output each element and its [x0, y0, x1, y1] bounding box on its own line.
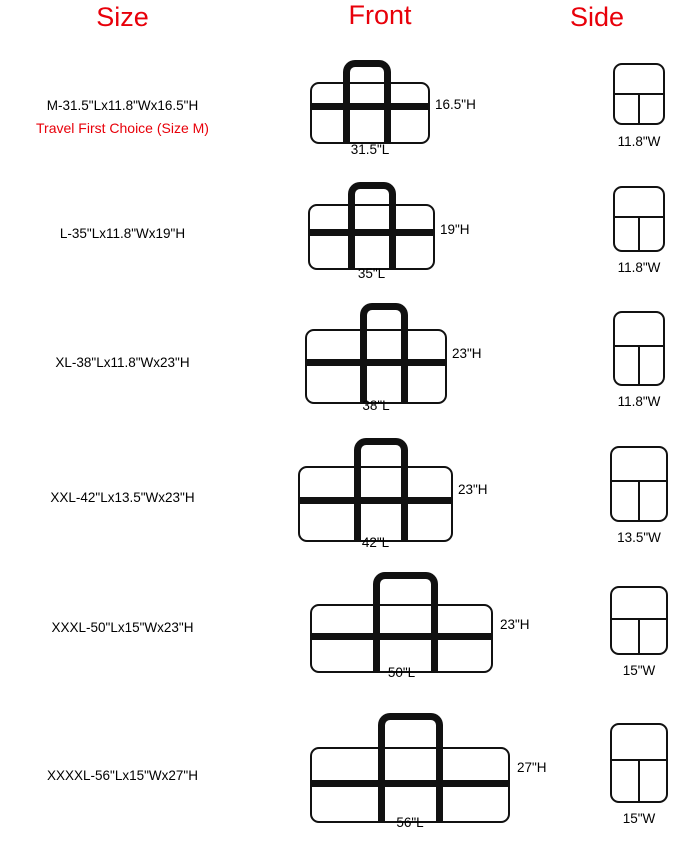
bag-strap-vertical-right [431, 604, 438, 673]
bag-strap-vertical-right [384, 82, 391, 144]
bag-strap-vertical-left [354, 466, 361, 542]
bag-front-drawing [305, 313, 447, 388]
size-row-xxxxl [0, 705, 679, 835]
bag-front-drawing [310, 69, 430, 131]
bag-handle [354, 438, 408, 466]
dimension-height: 16.5"H [435, 97, 476, 112]
bag-strap-horizontal [310, 103, 430, 110]
dimension-length: 35"L [357, 266, 386, 281]
side-divider-vertical [638, 345, 640, 386]
bag-body [310, 82, 430, 144]
size-row-m [0, 60, 679, 170]
bag-strap-vertical-right [389, 204, 396, 270]
bag-handle [378, 713, 443, 747]
bag-strap-vertical-left [373, 604, 380, 673]
bag-strap-horizontal [310, 780, 510, 787]
dimension-length: 56"L [396, 815, 424, 830]
size-row-xl [0, 300, 679, 420]
bag-strap-vertical-right [436, 747, 443, 823]
bag-strap-horizontal [308, 229, 435, 236]
bag-body [308, 204, 435, 270]
dimension-width: 11.8"W [617, 134, 661, 149]
size-row-l [0, 180, 679, 290]
size-label: M-31.5"Lx11.8"Wx16.5"H [46, 98, 199, 113]
bag-side-drawing [613, 63, 665, 125]
bag-body [305, 329, 447, 404]
bag-strap-vertical-left [360, 329, 367, 404]
bag-strap-vertical-left [348, 204, 355, 270]
dimension-height: 27"H [517, 760, 547, 775]
bag-front-drawing [310, 727, 510, 803]
bag-side-drawing [613, 311, 665, 386]
bag-front-drawing [310, 585, 493, 654]
side-divider-vertical [638, 759, 640, 803]
size-label: XXL-42"Lx13.5"Wx23"H [50, 490, 195, 505]
bag-handle [360, 303, 408, 329]
side-divider-vertical [638, 93, 640, 125]
size-row-xxxl [0, 570, 679, 695]
bag-strap-horizontal [305, 359, 447, 366]
bag-strap-vertical-left [378, 747, 385, 823]
size-note: Travel First Choice (Size M) [36, 120, 209, 136]
bag-handle [348, 182, 396, 204]
bag-side-drawing [613, 186, 665, 252]
header-size: Size [96, 2, 149, 32]
size-row-xxl [0, 435, 679, 560]
bag-strap-vertical-right [401, 329, 408, 404]
bag-strap-vertical-right [401, 466, 408, 542]
bag-side-drawing [610, 586, 668, 655]
side-divider-vertical [638, 480, 640, 522]
bag-front-drawing [308, 190, 435, 256]
dimension-height: 23"H [500, 617, 530, 632]
dimension-length: 42"L [361, 535, 390, 550]
dimension-length: 38"L [362, 398, 390, 413]
bag-body [298, 466, 453, 542]
bag-strap-horizontal [298, 497, 453, 504]
bag-handle [373, 572, 438, 604]
dimension-length: 50"L [387, 665, 416, 680]
side-divider-vertical [638, 618, 640, 655]
size-label: L-35"Lx11.8"Wx19"H [59, 226, 186, 241]
header-front: Front [348, 0, 412, 30]
bag-side-drawing [610, 723, 668, 803]
size-label: XXXL-50"Lx15"Wx23"H [51, 620, 194, 635]
dimension-length: 31.5"L [350, 142, 390, 157]
bag-strap-horizontal [310, 633, 493, 640]
chart-header [0, 0, 679, 42]
dimension-height: 19"H [440, 222, 470, 237]
dimension-width: 11.8"W [617, 260, 661, 275]
bag-handle [343, 60, 391, 82]
dimension-width: 13.5"W [617, 530, 661, 545]
bag-front-drawing [298, 449, 453, 525]
dimension-width: 11.8"W [617, 394, 661, 409]
dimension-width: 15"W [622, 811, 656, 826]
dimension-width: 15"W [622, 663, 656, 678]
dimension-height: 23"H [452, 346, 482, 361]
dimension-height: 23"H [458, 482, 488, 497]
size-label: XXXXL-56"Lx15"Wx27"H [47, 768, 198, 783]
side-divider-vertical [638, 216, 640, 252]
size-label: XL-38"Lx11.8"Wx23"H [55, 355, 190, 370]
header-side: Side [569, 2, 625, 32]
bag-strap-vertical-left [343, 82, 350, 144]
bag-side-drawing [610, 446, 668, 522]
